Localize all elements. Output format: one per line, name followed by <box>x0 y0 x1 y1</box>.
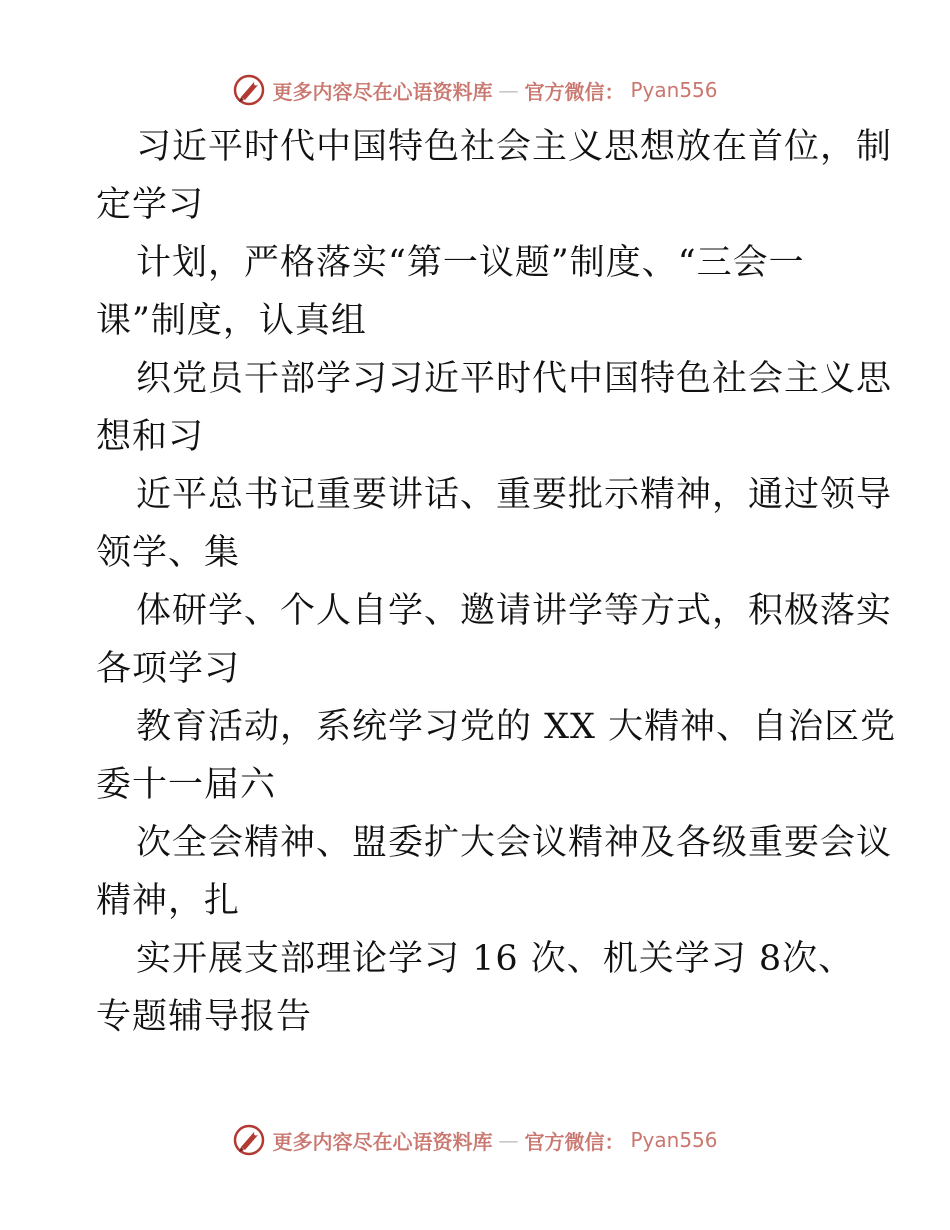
footer-wechat-label: 官方微信： <box>524 1129 625 1154</box>
footer-brand-text: 更多内容尽在心语资料库 <box>272 1129 493 1154</box>
header-wechat-id: Pyan556 <box>630 78 718 102</box>
body-line-9: 体研学、个人自学、邀请讲学等方式，积极落实 <box>136 591 893 631</box>
header-brand-text: 更多内容尽在心语资料库 <box>272 79 493 104</box>
footer-wechat-id: Pyan556 <box>630 1128 718 1152</box>
body-line-14: 精神，扎 <box>96 881 241 921</box>
footer-banner <box>0 1120 950 1160</box>
pen-logo-icon <box>232 73 266 107</box>
header-wechat-label: 官方微信： <box>524 79 625 104</box>
footer-separator: — <box>498 1128 519 1152</box>
body-line-11: 教育活动，系统学习党的 XX 大精神、自治区党 <box>136 707 897 747</box>
body-line-13: 次全会精神、盟委扩大会议精神及各级重要会议 <box>136 823 893 863</box>
body-line-4: 课”制度，认真组 <box>96 301 367 341</box>
header-separator: — <box>498 78 519 102</box>
body-line-12: 委十一届六 <box>96 765 277 805</box>
body-line-10: 各项学习 <box>96 649 241 689</box>
document-body <box>96 118 897 1046</box>
pen-logo-icon <box>232 1123 266 1157</box>
body-line-8: 领学、集 <box>96 533 241 573</box>
body-line-5: 织党员干部学习习近平时代中国特色社会主义思 <box>136 359 893 399</box>
body-line-6: 想和习 <box>96 417 205 457</box>
header-banner <box>0 70 950 110</box>
body-line-1: 习近平时代中国特色社会主义思想放在首位，制 <box>136 127 893 167</box>
body-line-2: 定学习 <box>96 185 205 225</box>
body-line-15: 实开展支部理论学习 16 次、机关学习 8次、 <box>136 939 855 979</box>
body-line-3: 计划，严格落实“第一议题”制度、“三会一 <box>136 243 805 283</box>
body-line-7: 近平总书记重要讲话、重要批示精神，通过领导 <box>136 475 893 515</box>
body-line-16: 专题辅导报告 <box>96 997 313 1037</box>
